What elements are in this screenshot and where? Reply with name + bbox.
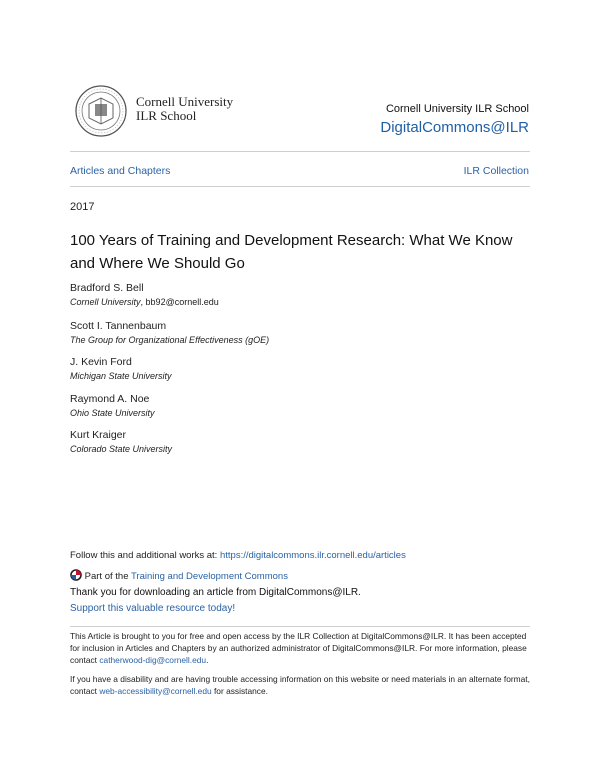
header-right — [380, 103, 529, 136]
author-name: Kurt Kraiger — [70, 429, 127, 441]
accessibility-notice: If you have a disability and are having trouble accessing information on this website or need materials in an alternate format, contact web-accessibility@cornell.edu for assistance. — [70, 674, 530, 696]
collection-url-link[interactable]: https://digitalcommons.ilr.cornell.edu/articles — [219, 550, 406, 561]
author-name: J. Kevin Ford — [70, 356, 132, 368]
author-block — [70, 355, 172, 383]
contact-email-link[interactable]: catherwood-dig@cornell.edu — [99, 655, 207, 665]
repository-link[interactable]: DigitalCommons@ILR — [380, 119, 529, 136]
divider — [70, 151, 530, 152]
author-block — [70, 319, 269, 347]
author-affiliation: Ohio State University — [70, 408, 155, 418]
author-name: Scott I. Tannenbaum — [70, 320, 167, 332]
author-affiliation: The Group for Organizational Effectiveness (gOE) — [70, 335, 270, 345]
logo-line-2: ILR School — [136, 108, 197, 123]
training-development-commons-link[interactable]: Training and Development Commons — [130, 571, 288, 582]
author-affiliation: Michigan State University — [70, 371, 172, 381]
follow-line: Follow this and additional works at: https://digitalcommons.ilr.cornell.edu/articles — [70, 550, 406, 561]
author-affiliation: Colorado State University — [70, 444, 173, 454]
divider — [70, 626, 530, 627]
part-of-line: Part of the Training and Development Commons — [70, 569, 288, 582]
author-name: Raymond A. Noe — [70, 393, 150, 405]
accessibility-email-link[interactable]: web-accessibility@cornell.edu — [99, 686, 212, 696]
articles-and-chapters-link[interactable]: Articles and Chapters — [70, 165, 171, 177]
network-icon — [70, 569, 82, 581]
ilr-collection-link[interactable]: ILR Collection — [463, 165, 529, 177]
author-block — [70, 392, 155, 420]
access-notice: This Article is brought to you for free and open access by the ILR Collection at DigitalCommons@ILR. It has been accepted for inclusion in Articles and Chapters by an authorized administrator of DigitalCommons@ILR. For more information, please contact catherwood-dig@cornell.edu. — [70, 631, 527, 665]
author-block — [70, 428, 172, 456]
author-block — [70, 281, 219, 309]
cornell-seal-icon — [72, 84, 130, 138]
author-affiliation: Cornell University, bb92@cornell.edu — [70, 297, 219, 307]
cornell-ilr-logo — [72, 84, 242, 138]
author-email: bb92@cornell.edu — [145, 297, 219, 307]
divider — [70, 186, 530, 187]
publication-year: 2017 — [70, 201, 95, 213]
institution-name: Cornell University ILR School — [385, 103, 529, 115]
logo-line-1: Cornell University — [136, 94, 234, 109]
thank-you-message: Thank you for downloading an article from DigitalCommons@ILR. — [70, 587, 361, 598]
support-link[interactable]: Support this valuable resource today! — [70, 603, 236, 614]
author-name: Bradford S. Bell — [70, 282, 144, 294]
article-title: 100 Years of Training and Development Research: What We Know and Where We Should Go — [70, 232, 513, 272]
